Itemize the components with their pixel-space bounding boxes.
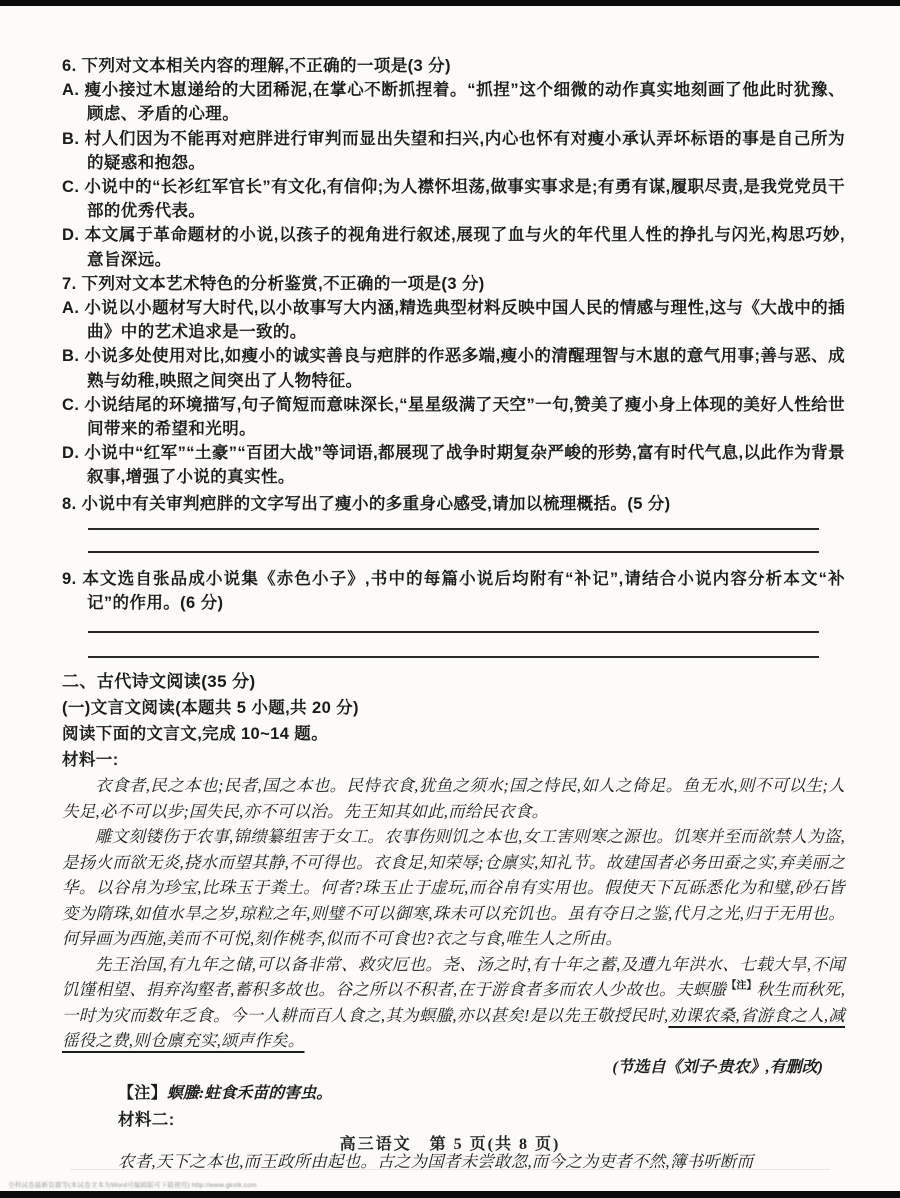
question-9 [62, 567, 845, 615]
question-6-stem [62, 54, 845, 78]
option-b-text: 小说多处使用对比,如瘦小的诚实善良与疤胖的作恶多端,瘦小的清醒理智与木崽的意气用事;善与恶、成熟与幼稚,映照之间突出了人物特征。 [84, 347, 845, 390]
question-6-option-c [62, 175, 845, 223]
answer-line [88, 656, 819, 658]
passage-paragraph-2: 雕文刻镂伤于农事,锦缋纂组害于女工。农事伤则饥之本也,女工害则寒之源也。饥寒并至而欲禁人为盗,是扬火而欲无炎,挠水而望其静,不可得也。衣食足,知荣辱;仓廪实,知礼节。故建国者必务田蚕之实,弃美丽之华。以谷帛为珍宝,比珠玉于粪土。何者?珠玉止于虚玩,而谷帛有实用也。假使天下瓦砾悉化为和璧,砂石皆变为隋珠,如值水旱之岁,琼粒之年,则璧不可以御寒,珠未可以充饥也。虽有夺日之鉴,代月之光,归于无用也。何异画为西施,美而不可悦,刻作桃李,似而不可食也?衣之与食,唯生人之所由。 [62, 827, 845, 949]
option-d-label: D. [62, 444, 80, 463]
option-a-label: A. [62, 299, 80, 318]
option-a-text: 瘦小接过木崽递给的大团稀泥,在掌心不断抓捏着。“抓捏”这个细微的动作真实地刻画了他此时犹豫、顾虑、矛盾的心理。 [84, 81, 846, 124]
question-8-stem [62, 492, 845, 516]
question-9-number: 9. [62, 569, 77, 588]
question-7-option-c [62, 393, 845, 441]
classical-passage-material-1 [62, 773, 845, 1054]
question-7-option-d [62, 441, 845, 489]
section-subtitle: (一)文言文阅读(本题共 5 小题,共 20 分) [62, 699, 359, 718]
question-7-number: 7. [62, 274, 77, 293]
option-b-label: B. [62, 347, 80, 366]
question-7-option-b [62, 344, 845, 392]
section-instruction: 阅读下面的文言文,完成 10~14 题。 [62, 725, 329, 744]
option-a-text: 小说以小题材写大时代,以小故事写大内涵,精选典型材料反映中国人民的情感与理性,这与《大战中的插曲》中的艺术追求是一致的。 [84, 299, 845, 342]
underlined-passage-text: 劝课农桑,省游食之人,减徭役之费,则仓廪充实,颂声作矣。 [62, 1005, 845, 1051]
option-d-label: D. [62, 226, 80, 245]
question-8-number: 8. [62, 494, 77, 513]
material-2-label: 材料二: [118, 1110, 175, 1129]
option-c-label: C. [62, 395, 80, 414]
answer-line [88, 528, 819, 530]
paragraph-3-text: 先王治国,有九年之储,可以备非常、救灾厄也。尧、汤之时,有十年之蓄,及遭九年洪水、七载大旱,不闻饥馑相望、捐弃沟壑者,蓄积多故也。谷之所以不积者,在于游食者多而农人少故也。夫螟螣 [62, 954, 845, 1000]
section-ancient-poetry-reading [62, 669, 845, 773]
question-7-stem-text: 下列对文本艺术特色的分析鉴赏,不正确的一项是(3 分) [81, 274, 485, 293]
option-c-label: C. [62, 178, 80, 197]
page-footer: 高三语文 第 5 页(共 8 页) [339, 1136, 561, 1153]
option-b-label: B. [62, 129, 80, 148]
question-8 [62, 492, 845, 516]
option-c-text: 小说结尾的环境描写,句子简短而意味深长,“星星级满了天空”一句,赞美了瘦小身上体现的美好人性给世间带来的希望和光明。 [84, 395, 846, 439]
option-b-text: 村人们因为不能再对疤胖进行审判而显出失望和扫兴,内心也怀有对瘦小承认弄坏标语的事是自己所为的疑惑和抱怨。 [84, 129, 846, 172]
passage-paragraph-3 [62, 952, 845, 1054]
question-8-stem-text: 小说中有关审判疤胖的文字写出了瘦小的多重身心感受,请加以梳理概括。(5 分) [81, 494, 671, 513]
passage-paragraph-1: 衣食者,民之本也;民者,国之本也。民恃衣食,犹鱼之须水;国之恃民,如人之倚足。鱼无水,则不可以生;人失足,必不可以步;国失民,亦不可以治。先王知其如此,而给民衣食。 [62, 776, 845, 821]
question-6-option-b [62, 127, 845, 175]
scan-bottom-edge [0, 1191, 900, 1198]
watermark-text: 全科试卷最新资源等(本试卷文本为Word可编辑版可下载使用) http://www.gkstk.com [8, 1182, 257, 1189]
material-1-label: 材料一: [62, 751, 119, 770]
option-a-label: A. [62, 81, 80, 100]
question-7 [62, 272, 845, 490]
footnote-text: 螟螣:蛀食禾苗的害虫。 [166, 1084, 333, 1102]
section-title: 二、古代诗文阅读(35 分) [62, 672, 256, 692]
question-9-stem-text: 本文选自张品成小说集《赤色小子》,书中的每篇小说后均附有“补记”,请结合小说内容分析本文“补记”的作用。(6 分) [82, 569, 846, 613]
answer-line [88, 631, 819, 633]
question-9-stem [62, 567, 845, 615]
footnote-label: 【注】 [118, 1084, 167, 1102]
question-6 [62, 54, 845, 272]
paragraph-3-text: 秋生而秋死,一时为灾而数年乏食。今一人耕而百人食之,其为螟螣,亦以甚矣!是以先王敬授民时, [62, 980, 846, 1025]
question-6-stem-text: 下列对文本相关内容的理解,不正确的一项是(3 分) [81, 57, 451, 75]
option-c-text: 小说中的“长衫红军官长”有文化,有信仰;为人襟怀坦荡,做事实事求是;有勇有谋,履职尽责,是我党党员干部的优秀代表。 [84, 178, 846, 221]
question-7-option-a [62, 296, 845, 344]
answer-line [88, 551, 819, 553]
footnote-marker: 【注】 [726, 980, 757, 992]
question-6-option-d [62, 223, 845, 271]
classical-passage-material-2: 农者,天下之本也,而王政所由起也。古之为国者未尝敢忽,而今之为吏者不然,簿书听断而 [118, 1152, 754, 1172]
exam-page-content [62, 54, 845, 1175]
footnote [118, 1081, 845, 1106]
source-attribution: (节选自《刘子·贵农》,有删改) [612, 1058, 823, 1076]
question-6-option-a [62, 78, 845, 126]
option-d-text: 小说中“红军”“土豪”“百团大战”等词语,都展现了战争时期复杂严峻的形势,富有时代气息,以此作为背景叙事,增强了小说的真实性。 [84, 444, 845, 487]
option-d-text: 本文属于革命题材的小说,以孩子的视角进行叙述,展现了血与火的年代里人性的挣扎与闪光,构思巧妙,意旨深远。 [84, 226, 846, 269]
scan-artifact-line [70, 1169, 830, 1170]
question-7-stem [62, 272, 845, 296]
scan-top-edge [0, 0, 900, 6]
question-6-number: 6. [62, 57, 77, 75]
